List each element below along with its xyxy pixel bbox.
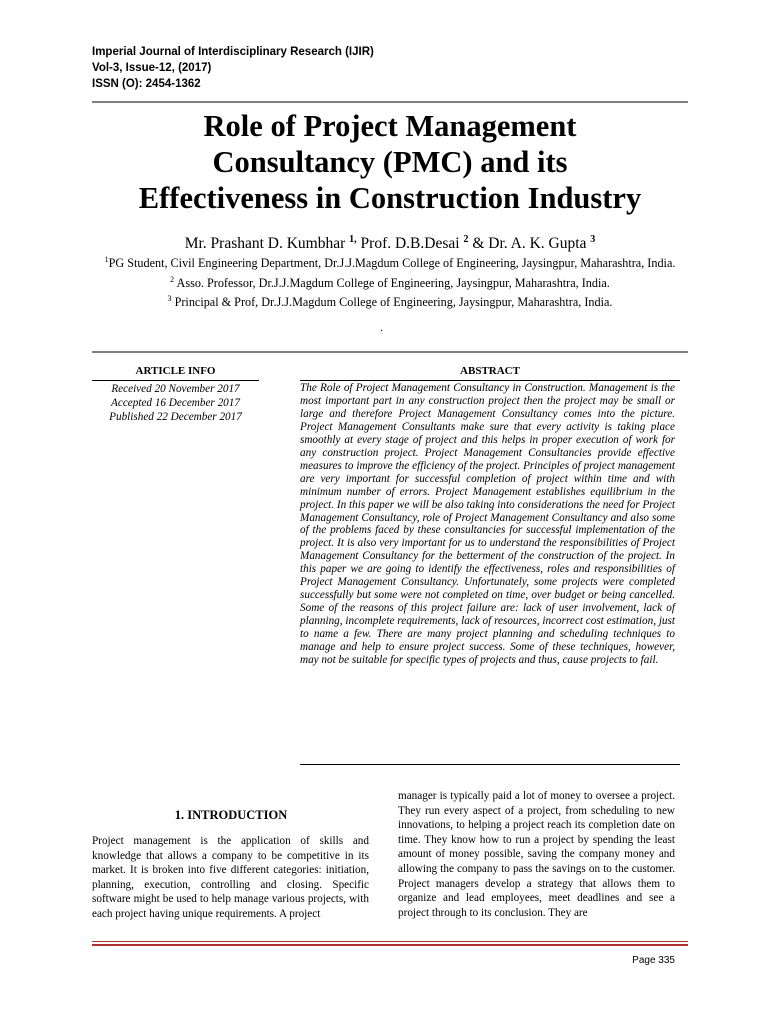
affiliation-2-mark: 2 bbox=[170, 274, 175, 284]
journal-issn: ISSN (O): 2454-1362 bbox=[92, 78, 201, 90]
footer-rule-thick bbox=[92, 944, 688, 946]
introduction-heading: 1. INTRODUCTION bbox=[174, 808, 288, 822]
author-2: Prof. D.B.Desai bbox=[356, 235, 464, 253]
affiliation-1 bbox=[80, 252, 700, 272]
introduction-left-column: Project management is the application of skills and knowledge that allows a company to be competitive in its market. It is broken into five different categories: initiation, planning, execution, controlling and closing. Specific software might be used to help manage various projects, with each project having unique requirements. A project bbox=[92, 835, 369, 920]
title-line-3: Effectiveness in Construction Industry bbox=[138, 181, 642, 215]
abstract-text: The Role of Project Management Consultancy in Construction. Management is the most important part in any construction project then the project may be small or large and therefore Project Management Consultancy comes into the picture. Project Management Consultants make sure that every activity is taking place smoothly at every stage of project and this helps in proper execution of work for any construction project. Project Management Consultancies provide effective measures to improve the efficiency of the project. Principles of project management are very important for successful completion of project within time and with minimum number of errors. Project Management establishes equilibrium in the project. In this paper we will be also taking into considerations the need for Project Management Consultancy, role of Project Management Consultancy and also some of the problems faced by these consultancies for successful implementation of the project. It is also very important for us to understand the responsibilities of Project Management Consultancy for the betterment of the construction of the project. In this paper we are going to identify the effectiveness, roles and responsibilities of Project Management Consultancy. Unfortunately, some projects were completed successfully but some were not completed on time, over budget or being cancelled. Some of the reasons of this project failure are: lack of user involvement, lack of planning, incomplete requirements, lack of resources, incorrect cost estimation, just to name a few. There are many project planning and scheduling techniques to manage and help to ensure project success. Some of these techniques, however, may not be suitable for specific types of projects and thus, cause projects to fail. bbox=[300, 382, 675, 667]
affiliation-3-mark: 3 bbox=[167, 294, 172, 304]
abstract-heading: ABSTRACT bbox=[460, 365, 520, 377]
article-info-heading: ARTICLE INFO bbox=[135, 365, 216, 377]
section-rule bbox=[92, 351, 688, 353]
title-line-1: Role of Project Management bbox=[203, 109, 577, 143]
page-number: Page 335 bbox=[632, 955, 675, 966]
introduction-right-column: manager is typically paid a lot of money to oversee a project. They run every aspect of a project, from scheduling to new innovations, to helping a project reach its completion date on time. They know how to run a project by spending the least amount of money possible, saving the company money and allowing the company to pass the savings on to the customer. Project managers develop a strategy that allows them to organize and lead employees, meet deadlines and see a project through to its conclusion. They are bbox=[398, 790, 675, 919]
author-1: Mr. Prashant D. Kumbhar bbox=[184, 235, 350, 253]
affiliation-1-mark: 1 bbox=[104, 255, 109, 264]
article-dates bbox=[92, 382, 259, 424]
affiliations bbox=[80, 252, 700, 311]
author-3: & Dr. A. K. Gupta bbox=[468, 235, 591, 253]
received-date: Received 20 November 2017 bbox=[111, 383, 240, 395]
title-line-2: Consultancy (PMC) and its bbox=[212, 145, 568, 179]
footer-rule-thin bbox=[92, 941, 688, 942]
paper-title bbox=[80, 108, 700, 216]
journal-name: Imperial Journal of Interdisciplinary Research (IJIR) bbox=[92, 46, 374, 58]
affiliation-3 bbox=[80, 291, 700, 311]
header-rule bbox=[92, 101, 688, 103]
author-1-mark: 1, bbox=[349, 234, 357, 245]
abstract-rule bbox=[300, 380, 680, 381]
author-2-mark: 2 bbox=[463, 234, 469, 245]
abstract-bottom-rule bbox=[300, 764, 680, 765]
author-3-mark: 3 bbox=[590, 234, 596, 245]
stray-dot: . bbox=[380, 320, 383, 334]
author-list bbox=[80, 230, 700, 254]
affiliation-2-text: Asso. Professor, Dr.J.J.Magdum College of Engineering, Jaysingpur, Maharashtra, India. bbox=[174, 275, 610, 290]
affiliation-2 bbox=[80, 272, 700, 292]
published-date: Published 22 December 2017 bbox=[109, 411, 242, 423]
journal-volume: Vol-3, Issue-12, (2017) bbox=[92, 62, 212, 74]
accepted-date: Accepted 16 December 2017 bbox=[111, 397, 240, 409]
journal-header bbox=[92, 44, 374, 92]
affiliation-1-text: PG Student, Civil Engineering Department, Dr.J.J.Magdum College of Engineering, Jaysingpur, Maharashtra, India. bbox=[108, 256, 676, 271]
article-info-rule bbox=[92, 380, 259, 381]
affiliation-3-text: Principal & Prof, Dr.J.J.Magdum College of Engineering, Jaysingpur, Maharashtra, India. bbox=[171, 295, 613, 310]
